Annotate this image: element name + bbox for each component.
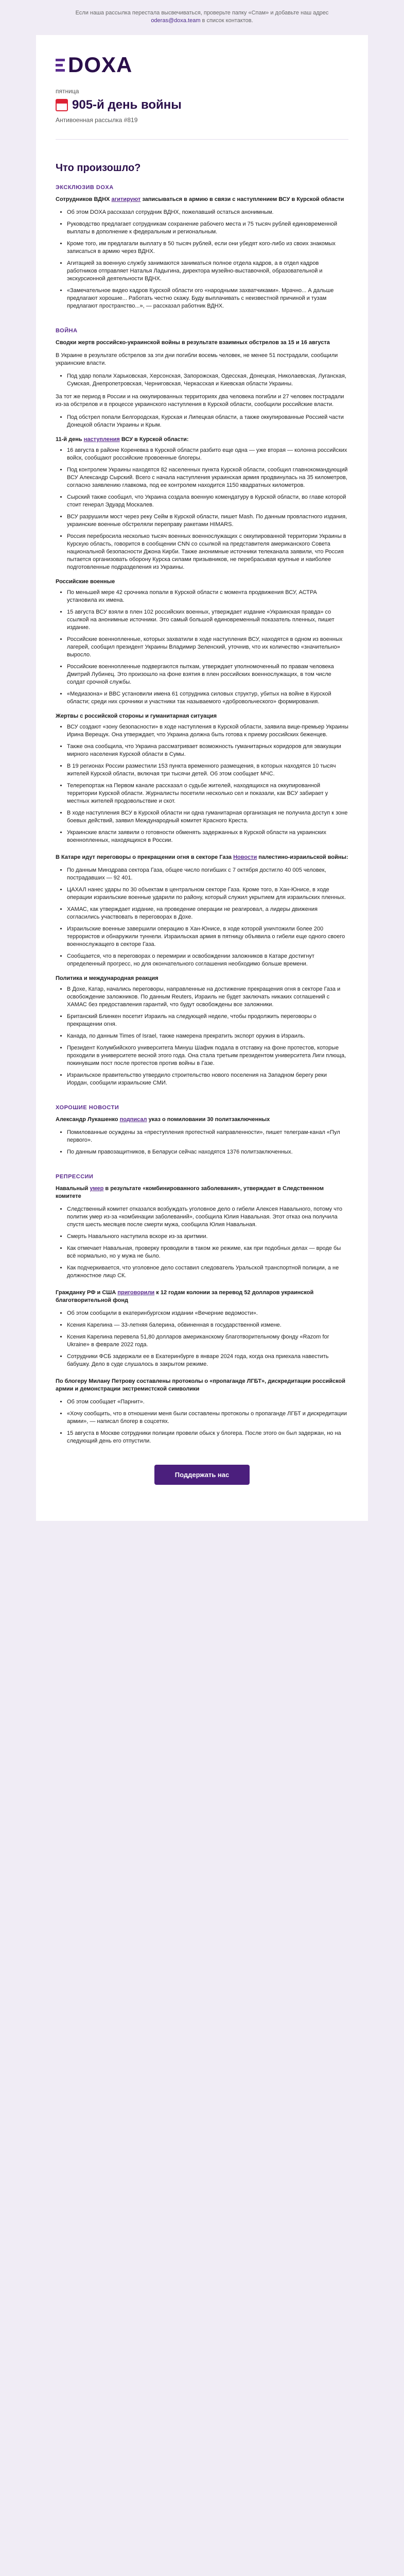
war-intro-1: В Украине в результате обстрелов за эти дни погибли восемь человек, не менее 51 пострадали, сообщили украинские власти. <box>56 352 338 366</box>
section-label-exclusive: ЭКСКЛЮЗИВ DOXA <box>56 184 114 191</box>
list-item: • Ксения Карелина перевела 51,80 долларов американскому благотворительному фонду «Razom for Ukraine» в феврале 2022 года. <box>67 1333 348 1349</box>
war-sub1-heading <box>56 436 348 443</box>
list-item: • Об этом сообщает «Парнит». <box>67 1398 348 1406</box>
good-news-b: указ о помиловании 30 политзаключенных <box>147 1116 270 1123</box>
list-item: • В ходе наступления ВСУ в Курской области ни одна гуманитарная организация не получила доступ к зоне боевых действий, заявил Международный комитет Красного Креста. <box>67 809 348 825</box>
repression-1-link[interactable]: умер <box>90 1185 104 1192</box>
list-item: • Сырский также сообщил, что Украина создала военную комендатуру в Курской области, во главе которой стоит генерал Эдуард Москалев. <box>67 494 348 509</box>
list-item: • «Замечательное видео кадров Курской области ого «народными захватчиками». Мрачно... А дальше предлагают хорошие... Работать честно скажу. Буду выплачивать с неизвестной причиной и тузам предлагают пространство...», — рассказал работник ВДНХ. <box>67 287 348 310</box>
issue-day: пятница <box>56 88 79 95</box>
repression-2-b: к 12 годам колонии за перевод 52 долларов украинской благотворительной фонд <box>56 1290 314 1303</box>
repression-1-a: Навальный <box>56 1185 90 1192</box>
war-intro-list-2 <box>56 414 348 429</box>
list-item: • Также она сообщила, что Украина рассматривает возможность гуманитарных коридоров для эвакуации мирного населения Курской области в Сумы. <box>67 743 348 758</box>
war-heading: Сводки жертв российско-украинской войны в результате взаимных обстрелов за 15 и 16 августа <box>56 340 330 346</box>
list-item: • Ксения Карелина — 33-летняя балерина, обвиненная в государственной измене. <box>67 1321 348 1329</box>
list-item: • Российские военнопленные, которых захватили в ходе наступления ВСУ, находятся в одном из военных лагерей, сообщил президент Украины Владимир Зеленский, уточнив, что их количество «значительно» выросло. <box>67 636 348 659</box>
list-item: • Под контролем Украины находятся 82 населенных пункта Курской области, сообщил главнокомандующий ВСУ Александр Сырский. Всего с начала наступления украинская армия продвинулась на 35 километров, согласно заявлению главкома, под ее контролем находится 1150 квадратных километров. <box>67 466 348 489</box>
issue-subtitle: Антивоенная рассылка #819 <box>56 116 138 124</box>
issue-title-text: 905-й день войны <box>72 98 182 112</box>
gaza-heading-a: В Катаре идут переговоры о прекращении огня в секторе Газа <box>56 854 234 860</box>
list-item: • Под обстрел попали Белгородская, Курская и Липецкая области, а также оккупированные Россией части Донецкой области Украины и Крым. <box>67 414 348 429</box>
war-sub2-heading: Российские военные <box>56 579 115 585</box>
list-item: • Сотрудники ФСБ задержали ее в Екатеринбурге в январе 2024 года, когда она приехала навестить бабушку. Дело в суде слушалось в закрытом режиме. <box>67 1353 348 1368</box>
list-item: • Об этом сообщили в екатеринбургском издании «Вечерние ведомости». <box>67 1310 348 1317</box>
list-item: • Кроме того, им предлагали выплату в 50 тысяч рублей, если они убедят кого-либо из своих знакомых записаться в армию через ВДНХ. <box>67 240 348 256</box>
war-sub3-list <box>56 723 348 844</box>
issue-header <box>36 88 368 139</box>
list-item: • Украинские власти заявили о готовности обменять задержанных в Курской области на украинских военнопленных, находящихся в России. <box>67 829 348 844</box>
war-sub2-list <box>56 589 348 706</box>
repression-list-2 <box>56 1310 348 1368</box>
list-item: • 16 августа в районе Кореневка в Курской области разбито еще одна — уже вторая — колонна российских войск, сообщают российские провоенные блогеры. <box>67 447 348 462</box>
war-intro-list <box>56 372 348 388</box>
list-item: • 15 августа ВСУ взяли в плен 102 российских военных, утверждает издание «Украинская правда» со ссылкой на анонимные источники. Это самый большой единовременный показатель пленных, пишет издание. <box>67 608 348 632</box>
list-item: • Помилованные осуждены за «преступления протестной направленности», пишет телеграм-канал «Пул первого». <box>67 1129 348 1144</box>
good-news-a: Александр Лукашенко <box>56 1116 120 1123</box>
exclusive-lead <box>56 196 348 204</box>
list-item: • ВСУ разрушили мост через реку Сейм в Курской области, пишет Mash. По данным провластного издания, украинские военные обстреляли переправу ракетами HIMARS. <box>67 513 348 529</box>
calendar-icon <box>56 99 68 111</box>
logo-text: DOXA <box>68 53 133 77</box>
politics-list <box>56 986 348 1087</box>
list-item: • Израильские военные завершили операцию в Хан-Юнисе, в ходе которой уничтожили более 200 террористов и обнаружили туннели. Израильская армия в пятницу объявила о гибели еще одного своего военнослужащего в секторе Газа. <box>67 925 348 948</box>
exclusive-list <box>56 209 348 310</box>
war-sub3-heading: Жертвы с российской стороны и гуманитарная ситуация <box>56 713 217 719</box>
list-item: • Как отмечает Навальная, проверку проводили в таком же режиме, как при подобных делах — вроде бы всё нормально, но у мужа не было. <box>67 1245 348 1260</box>
list-item: • Как подчеркивается, что уголовное дело составил следователь Уральской транспортной полиции, а не должностное лицо СК. <box>67 1264 348 1280</box>
repression-1-b: в результате «комбинированного заболевания», утверждает в Следственном комитете <box>56 1185 324 1199</box>
list-item: • По данным правозащитников, в Беларуси сейчас находятся 1376 политзаключенных. <box>67 1148 348 1156</box>
content <box>36 140 368 1521</box>
list-item: • ЦАХАЛ нанес удары по 30 объектам в центральном секторе Газа. Кроме того, в Хан-Юнисе, в ходе операции израильские военные ударили по району, который служил укрытием для израильских пленных. <box>67 886 348 902</box>
list-item: • По меньшей мере 42 срочника попали в Курской области с момента продвижения ВСУ, АСТРА установила их имена. <box>67 589 348 604</box>
list-item: • ХАМАС, как утверждает издание, на проведение операции не реагировал, а лидеры движения согласились участвовать в переговорах в Дохе. <box>67 906 348 921</box>
exclusive-link[interactable]: агитируют <box>111 196 141 202</box>
war-sub1-b: ВСУ в Курской области: <box>119 436 189 443</box>
repression-2-a: Гражданку РФ и США <box>56 1290 118 1296</box>
politics-heading: Политика и международная реакция <box>56 975 159 981</box>
war-sub1-a: 11-й день <box>56 436 84 443</box>
exclusive-lead-a: Сотрудников ВДНХ <box>56 196 112 202</box>
list-item: • Смерть Навального наступила вскоре из-за аритмии. <box>67 1233 348 1241</box>
war-sub1-list <box>56 447 348 571</box>
list-item: • «Хочу сообщить, что в отношении меня были составлены протоколы о пропаганде ЛГБТ и дискредитации армии», — написал блогер в соцсетях. <box>67 1410 348 1426</box>
good-news-heading <box>56 1116 348 1124</box>
main-title: Что произошло? <box>56 162 141 174</box>
good-news-link[interactable]: подписал <box>119 1116 147 1123</box>
good-news-list <box>56 1129 348 1156</box>
war-intro-2: За тот же период в России и на оккупированных территориях два человека погибли и 27 человек пострадали из-за обстрелов и в процессе украинского наступления в Курской области, сообщили российские власти. <box>56 394 344 408</box>
gaza-list <box>56 867 348 968</box>
list-item: • Британский Блинкен посетит Израиль на следующей неделе, чтобы продолжить переговоры о прекращении огня. <box>67 1013 348 1028</box>
logo-mark-icon <box>56 59 65 72</box>
list-item: • Следственный комитет отказался возбуждать уголовное дело о гибели Алексея Навального, потому что политик умер из-за «комбинации заболеваний», сообщила Юлия Навальная. Этот отказ она получила спустя шесть месяцев после смерти мужа, сообщила Юлия Навальная. <box>67 1206 348 1229</box>
war-sub1-link[interactable]: наступления <box>83 436 120 443</box>
gaza-heading <box>56 854 348 861</box>
list-item: • В 19 регионах России разместили 153 пункта временного размещения, в которых находятся 10 тысяч жителей Курской области, включая три тысячи детей. Об этом сообщает МЧС. <box>67 762 348 778</box>
gaza-heading-b: палестино-израильской войны: <box>257 854 348 860</box>
list-item: • Россия перебросила несколько тысяч военных военнослужащих с оккупированной территории Украины в Курскую область, говорится в сообщении CNN со ссылкой на представителя американского Совета национальной безопасности Джона Кирби. Также анонимные источники телеканала заявили, что Россия пытается организовать оборону Курска силами призывников, не перебрасывая крупные и наиболее подготовленные подразделения из Украины. <box>67 533 348 571</box>
blogger-heading: По блогеру Милану Петрову составлены протоколы о «пропаганде ЛГБТ», дискредитации российской армии и демонстрации экстремистской символики <box>56 1378 346 1392</box>
exclusive-lead-b: записываться в армию в связи с наступлением ВСУ в Курской области <box>140 196 344 202</box>
newsletter-card <box>36 35 368 1521</box>
list-item: • «Медиазона» и BBC установили имена 61 сотрудника силовых структур, убитых на войне в Курской области; среди них срочники и участники так называемого «добровольческого» формирования. <box>67 690 348 706</box>
list-item: • ВСУ создают «зону безопасности» в ходе наступления в Курской области, заявила вице-премьер Украины Ирина Верещук. Она утверждает, что Украина должна быть готова к приему российских беженцев. <box>67 723 348 739</box>
section-label-good-news: ХОРОШИЕ НОВОСТИ <box>56 1105 119 1111</box>
support-button[interactable]: Поддержать нас <box>154 1465 250 1485</box>
section-label-war: ВОЙНА <box>56 328 78 334</box>
repression-2-link[interactable]: приговорили <box>117 1290 155 1296</box>
list-item: • В Дохе, Катар, начались переговоры, направленные на достижение прекращения огня в секторе Газа и освобождение заложников. По данным Reuters, Израиль не будет заключать никаких соглашений с ХАМАС без предоставления гарантий, что будут освобождены все заложники. <box>67 986 348 1009</box>
list-item: • Руководство предлагает сотрудникам сохранение рабочего места и 75 тысяч рублей единовременной выплаты в дополнение к федеральным и региональным. <box>67 221 348 236</box>
blogger-list <box>56 1398 348 1445</box>
list-item: • Российские военнопленные подвергаются пыткам, утверждает уполномоченный по правам человека Дмитрий Лубинец. Это произошло на фоне взятия в плен российских военнослужащих, в том числе солдат срочной службы. <box>67 663 348 686</box>
section-label-repression: РЕПРЕССИИ <box>56 1174 94 1180</box>
repression-heading-1 <box>56 1185 348 1200</box>
logo <box>36 35 368 88</box>
gaza-link[interactable]: Новости <box>233 854 257 860</box>
cta-row <box>56 1450 348 1505</box>
list-item: • Сообщается, что в переговорах о перемирии и освобождении заложников в Катаре достигнут определенный прогресс, но для окончательного соглашения необходимо больше времени. <box>67 953 348 968</box>
list-item: • Канада, по данным Times of Israel, также намерена прекратить экспорт оружия в Израиль. <box>67 1032 348 1040</box>
list-item: • Израильское правительство утвердило строительство нового поселения на Западном берегу реки Иордан, сообщили израильские СМИ. <box>67 1072 348 1087</box>
list-item: • 15 августа в Москве сотрудники полиции провели обыск у блогера. После этого он был задержан, но на следующий день его отпустили. <box>67 1430 348 1445</box>
preheader <box>0 0 404 35</box>
issue-title <box>56 98 348 112</box>
list-item: • Об этом DOXA рассказал сотрудник ВДНХ, пожелавший остаться анонимным. <box>67 209 348 216</box>
repression-list-1 <box>56 1206 348 1280</box>
list-item: • Агитацией за военную службу занимаются заниматься полное отдела кадров, а в отдел кадров работников отправляет Наталья Ладыгина, директора музейно-выставочной, образовательной и экскурсионной деятельности ВДНХ. <box>67 260 348 283</box>
repression-heading-2 <box>56 1289 348 1304</box>
preheader-text: Если наша рассылка перестала высвечиваться, проверьте папку «Спам» и добавьте наш адрес <box>75 10 329 16</box>
list-item: • Под удар попали Харьковская, Херсонская, Запорожская, Одесская, Донецкая, Николаевская, Луганская, Сумская, Днепропетровская, Черниговская, Черкасская и Киевская области Украины. <box>67 372 348 388</box>
list-item: • Телерепортаж на Первом канале рассказал о судьбе жителей, находящихся на оккупированной территории Курской области. Журналисты посетили несколько сел и показали, как ВСУ забирает у местных жителей продовольствие и скот. <box>67 782 348 805</box>
contact-email-link[interactable]: oderas@doxa.team <box>151 18 201 24</box>
list-item: • Президент Колумбийского университета Минуш Шафик подала в отставку на фоне протестов, которые проходили в университете весной этого года. Она стала третьим президентом университета Лиги плюща, покинувшим пост после протестов против войны в Газе. <box>67 1044 348 1067</box>
preheader-suffix: в список контактов. <box>202 18 253 24</box>
list-item: • По данным Минздрава сектора Газа, общее число погибших с 7 октября достигло 40 005 человек, пострадавших — 92 401. <box>67 867 348 882</box>
